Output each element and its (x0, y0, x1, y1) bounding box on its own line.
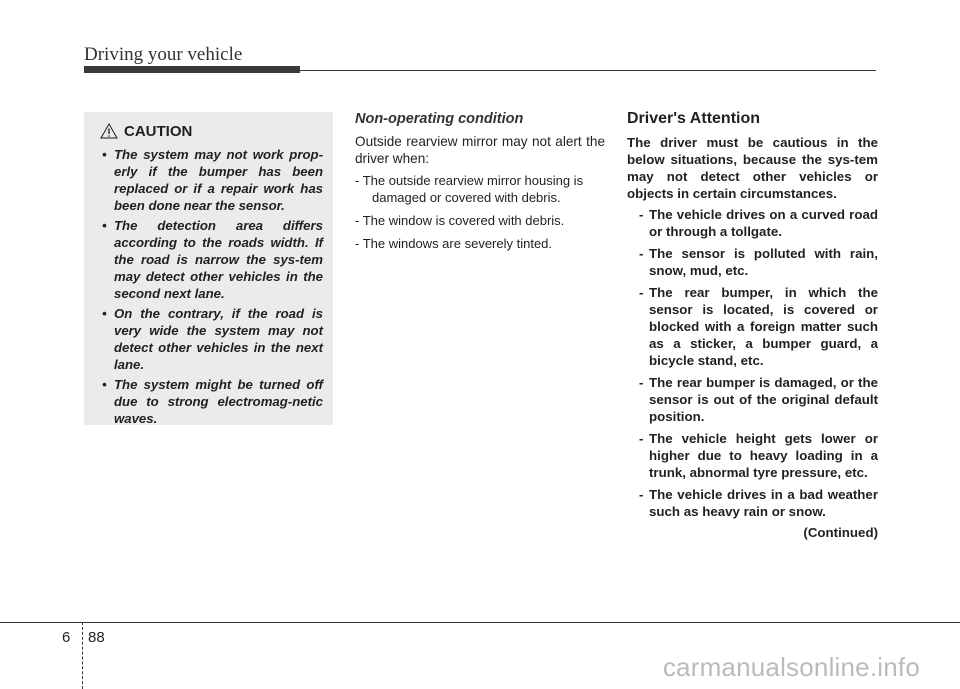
caution-item: • The detection area differs according to the roads width. If the road is narrow the sys-tem may detect other vehicles in the second next lane. (102, 218, 323, 301)
caution-header (92, 120, 323, 142)
non-operating-section (355, 111, 605, 258)
continued-label: (Continued) (803, 525, 878, 540)
caution-item: • The system might be turned off due to strong electromag-netic waves. (102, 377, 323, 426)
drivers-attention-intro: The driver must be cautious in the below situations, because the sys-tem may not detect other vehicles or objects in certain circumstances. (627, 135, 878, 201)
list-item: - The window is covered with debris. (355, 213, 565, 228)
caution-list (92, 146, 323, 427)
non-operating-list (355, 172, 605, 252)
page-header-title: Driving your vehicle (84, 44, 243, 65)
caution-box (84, 112, 333, 425)
drivers-attention-list (627, 206, 878, 520)
non-operating-intro: Outside rearview mirror may not alert the driver when: (355, 134, 605, 166)
list-item: - The windows are severely tinted. (355, 236, 553, 251)
footer-rule (0, 622, 960, 623)
list-item: - The outside rearview mirror housing is damaged or covered with debris. (355, 173, 584, 205)
chapter-number: 6 (62, 629, 71, 646)
list-item: - The sensor is polluted with rain, snow, mud, etc. (639, 246, 878, 278)
drivers-attention-section (627, 110, 878, 540)
page-number: 88 (88, 629, 105, 646)
watermark: carmanualsonline.info (662, 652, 920, 682)
caution-item: • On the contrary, if the road is very wide the system may not detect other vehicles in the next lane. (102, 306, 323, 372)
footer-divider (82, 622, 83, 689)
non-operating-heading: Non-operating condition (355, 111, 524, 127)
list-item: - The rear bumper is damaged, or the sensor is out of the original default position. (639, 375, 878, 424)
list-item: - The rear bumper, in which the sensor is located, is covered or blocked with a foreign matter such as a sticker, a bumper guard, a bicycle stand, etc. (639, 285, 878, 368)
caution-title: CAUTION (124, 122, 193, 140)
list-item: - The vehicle drives on a curved road or through a tollgate. (639, 207, 878, 239)
drivers-attention-title: Driver's Attention (627, 110, 761, 127)
header-rule (300, 70, 876, 71)
caution-item: • The system may not work prop-erly if the bumper has been replaced or if a repair work has been done near the sensor. (102, 147, 323, 213)
list-item: - The vehicle drives in a bad weather such as heavy rain or snow. (639, 487, 878, 519)
header-bar (84, 66, 300, 73)
list-item: - The vehicle height gets lower or higher due to heavy loading in a trunk, abnormal tyre pressure, etc. (639, 431, 878, 480)
warning-triangle-icon (100, 123, 118, 139)
